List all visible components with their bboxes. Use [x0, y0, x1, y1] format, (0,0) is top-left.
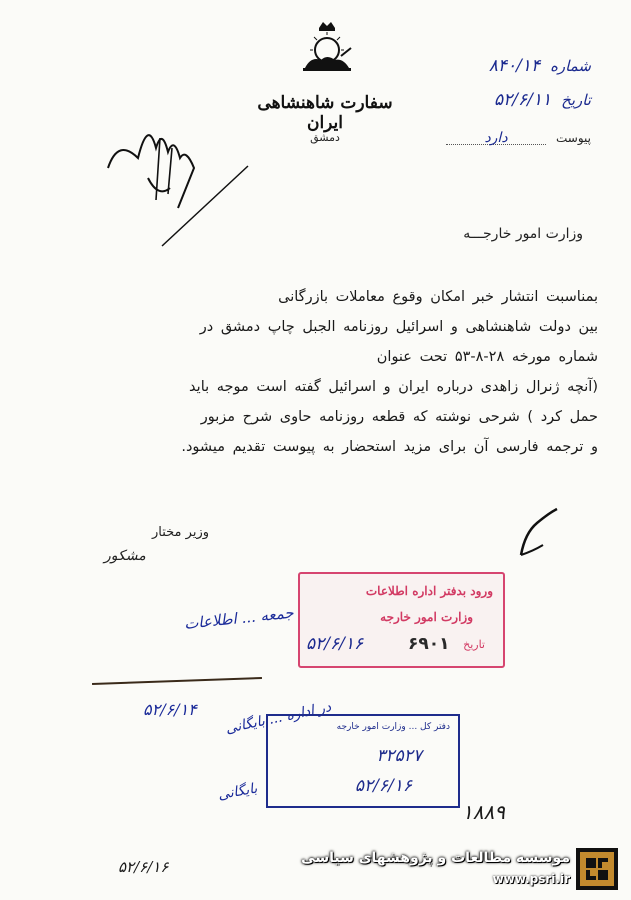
handwritten-note-3: بایگانی — [216, 780, 259, 804]
stamp-line1: ورود بدفتر اداره اطلاعات — [365, 584, 493, 598]
body-line: حمل کرد ) شرحی نوشته که قطعه روزنامه حاوی شرح مزبور — [200, 409, 598, 425]
recipient: وزارت امور خارجـــه — [463, 226, 583, 242]
handwritten-note: جمعه ... اطلاعات — [183, 603, 295, 633]
watermark-url: www.psri.ir — [492, 872, 570, 886]
city-name: دمشق — [310, 131, 340, 144]
body-line: بمناسبت انتشار خبر امکان وقوع معاملات بازرگانی — [278, 289, 598, 305]
date-label: تاریخ — [561, 91, 591, 109]
number-label: شماره — [550, 57, 591, 75]
stamp-number: ۶۹۰۱ — [408, 634, 450, 654]
lion-and-sun-emblem — [297, 18, 357, 76]
stamp-date: ۵۲/۶/۱۶ — [306, 634, 364, 654]
handwritten-date-2: ۵۲/۶/۱۶ — [118, 858, 169, 876]
body-line: بین دولت شاهنشاهی و اسرائیل روزنامه الجبل چاپ دمشق در — [199, 319, 598, 335]
attachment-label: پیوست — [556, 131, 591, 145]
stamp-date: ۵۲/۶/۱۶ — [354, 776, 412, 796]
body-line: شماره مورخه ۲۸-۸-۵۳ تحت عنوان — [376, 349, 598, 365]
stamp-line2: وزارت امور خارجه — [380, 610, 473, 624]
date-row — [494, 90, 591, 110]
stamp-line3: تاریخ — [463, 638, 485, 651]
received-stamp-red — [298, 572, 505, 668]
stamp-number: ۳۲۵۲۷ — [376, 746, 422, 766]
handwritten-note-2: در اداره ... بایگانی — [224, 699, 333, 738]
stamp-header: دفتر کل ... وزارت امور خارجه — [336, 722, 450, 732]
date-value: ۵۲/۶/۱۱ — [494, 90, 552, 110]
handwritten-mark — [513, 503, 563, 563]
handwritten-date: ۵۲/۶/۱۴ — [143, 700, 197, 719]
number-value: ۸۴۰/۱۴ — [488, 56, 541, 76]
underline-stroke — [92, 677, 262, 685]
watermark-text: موسسه مطالعات و پژوهشهای سیاسی — [301, 850, 570, 866]
institute-logo-icon — [576, 848, 618, 890]
attachment-value: دارد — [446, 130, 546, 145]
number-row — [489, 56, 591, 76]
diagonal-stroke — [156, 162, 256, 252]
letter-body — [38, 282, 598, 462]
handwritten-file-number: ۱۸۸۹ — [462, 800, 505, 824]
body-line: (آنچه ژنرال زاهدی درباره ایران و اسرائیل گفته است موجه باید — [189, 379, 598, 395]
envoy-title: وزیر مختار — [152, 525, 209, 540]
attachment-row — [446, 130, 591, 145]
registry-stamp-blue — [266, 714, 460, 808]
envoy-signature: مشکور — [104, 548, 146, 564]
embassy-name: سفارت شاهنشاهی ایران — [257, 93, 393, 133]
body-line: و ترجمه فارسی آن برای مزید استحضار به پیوست تقدیم میشود. — [181, 439, 598, 455]
